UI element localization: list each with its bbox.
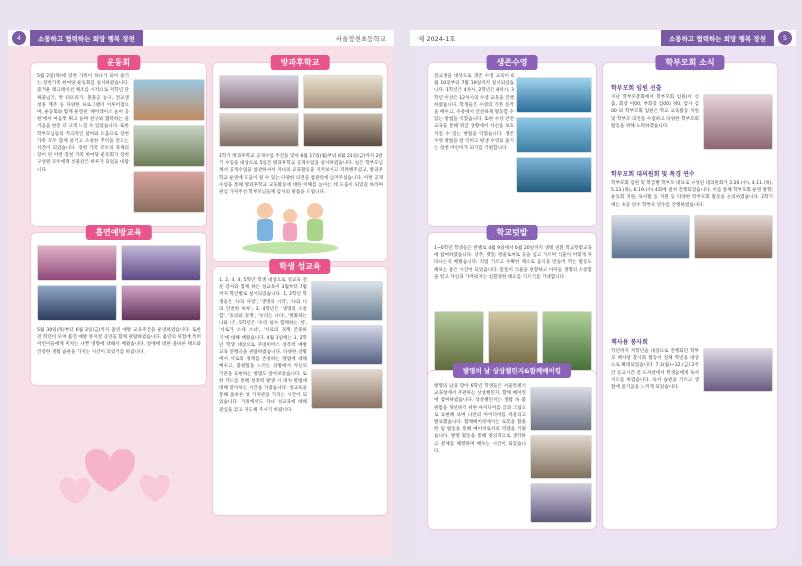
farm-photo-3: [542, 311, 592, 371]
invent-photo-2: [530, 435, 592, 479]
invent-body: 발명의 날을 맞아 6학년 학생들은 서울특별시교육청에서 주관하는 상상챌린지, 함께 메이킹에 참여하였습니다. 상상챌린지는 생활 속 불편함을 개선하기 위한 아이디어를 글과 그림으로 표현해 보며 나만의 아이디어를 떠올리고 발표했습니다. 함께메이킹에서는 로봇을 활용한 팀 활동을 통해 메이커로서의 역량을 키웠습니다. 발명 활동을 통해 창의적으로 생각하고 문제를 해결하며 배우는 시간이 되었습니다.: [434, 384, 526, 454]
sports-photo-1: [133, 79, 205, 121]
sports-photo-2: [133, 125, 205, 167]
prevention-body: 5월 30일(목)부터 6월 2일(금)까지 흡연 예방 교육주간을 운영하였습니다. 또한 전 학년이 모여 흡연 예방 뮤지컬 공연을 함께 관람하였습니다. 흡연의 위험에 특히 어린이들에게 미치는 나쁜 영향에 대해서 배웠습니다. 앞에에 대한 올바른 태도와 건강한 생활 습관을 가지는 시간이 되었기를 바랍니다.: [37, 328, 201, 355]
right-header: [410, 30, 796, 46]
parents-news-body: 학부모회 임원 및 학급별 학부모 대표로 구성된 대의원회가 3.20.(수), 4.11.(목), 5.23.(목), 6.19.(수) 4회에 걸쳐 진행되었습니다. 이를 통해 학부모회 운영 방향, 운동회 지원, 독서활 동 지원 등 다양한 학부모회 활동을 논의하였습니다. 2학기에는 초등 연수 학부모 연수를 진행하였습니다.: [611, 181, 773, 208]
invent-title: 발명의 날 상상챌린지&함께메이킹: [453, 363, 571, 378]
sports-photo-3: [133, 171, 205, 213]
afterschool-body: 1학기 방과후학교 공개수업 주간을 맞아 6월 17일(월)부터 6월 21일(금)까지 2분기 수업을 대상으로 5일간 방과후학교 공개수업을 실시하였습니다. 일은 학부모님께서 공개수업을 참관하셔서 자녀의 교육활동을 지켜보시고 격려해주셨고, 방과후학교 운영에 도움이 될 수 있는 다양한 의견을 참관록에 남겨주셨습니다. 이번 공개수업을 통해 방과후학교 교육활동에 대한 이해를 높이는 데 도움이 되었길 바라며 관심 가져주신 학부모님들께 감사의 말씀을 드립니다.: [219, 154, 383, 196]
swim-card: [427, 58, 597, 227]
parents-news-3: [611, 335, 773, 392]
gender-card: [212, 262, 388, 516]
swim-photo-1: [516, 77, 592, 113]
prevention-photo-3: [37, 285, 117, 321]
farm-photo-2: [488, 311, 538, 371]
sports-title: 운동회: [97, 55, 140, 70]
parents-title: 학부모회 소식: [655, 55, 724, 70]
parents-news-heading: 학부모회 대의원회 및 폭경 연수: [611, 171, 695, 178]
gender-title: 학생 성교육: [269, 259, 330, 274]
farm-photo-1: [434, 311, 484, 371]
swim-title: 생존수영: [487, 55, 538, 70]
left-header: [8, 30, 394, 46]
invent-photo-1: [530, 387, 592, 431]
page-number-right: 5: [778, 31, 792, 45]
gender-photo-2: [311, 325, 383, 365]
right-ribbon: 소통하고 협력하는 희망 행복 장천: [661, 30, 774, 46]
swim-photo-3: [516, 157, 592, 193]
issue-number: 제 2024-1호: [418, 34, 456, 43]
parents-photo-1: [703, 94, 773, 150]
gender-photo-1: [311, 281, 383, 321]
prevention-photo-2: [121, 245, 201, 281]
parents-news-heading: 책사용 봉사회: [611, 339, 648, 346]
afterschool-title: 방과후학교: [271, 55, 330, 70]
family-illustration: [240, 186, 340, 256]
farm-body: 1~6학년 학생들은 반별로 4월 9일에서 6월 20일까지 생태 친환 학교텃밭교육에 참여하였습니다. 상추, 깻잎, 방울토마토 등을 심고 기르며 식물이 어떻게 자라나는지 배웠습니다. 직접 기르고 수확한 채소로 음식을 만들어 먹는 활동도 해보는 좋은 시간이 되었습니다. 틈틈이 식물을 관찰하고 아이들 생명의 소중함을 알고 자연과 가까워지는 친환경한 태도를 기르기를 기대합니다.: [434, 246, 592, 280]
afterschool-photo-3: [219, 113, 299, 147]
parents-news-heading: 학부모회 임원 선출: [611, 85, 662, 92]
parents-card: [602, 58, 778, 530]
parents-photo-4: [703, 348, 773, 392]
invent-photo-3: [530, 483, 592, 523]
parents-news-body: 작년까지 저학년을 대상으로 진행되던 학부모 책사랑 봉사회 활동이 전체 학년을 대상으로 확대되었습니다. 7.1(월)~12.(금) 2주간 등교시간 전 도서관에서 학생들에게 독서 지도를 하였습니다. 독서 습관을 기르고 생활에 즐거움을 느끼게 되었습니다.: [611, 349, 699, 391]
hearts-decoration: [40, 430, 190, 510]
invent-card: [427, 367, 597, 530]
school-name: 서울장천초등학교: [335, 34, 386, 43]
swim-photo-2: [516, 117, 592, 153]
parents-news-body: 지난 학부모총회에서 학부모회 임원(이 선출, 회장 이00, 부회장 김00) 정0, 감사 김00 외 학부모회 임원은 학교 교육활동 지원 및 학부모 의견을 수렴하고 다양한 학부모회 활동을 위해 노력하겠습니다.: [611, 95, 699, 129]
farm-card: [427, 228, 597, 382]
prevention-photo-4: [121, 285, 201, 321]
parents-photo-2: [611, 215, 690, 259]
swim-body: 전교생을 대상으로 생존 수영 교육이 6월 10일부터 7월 19일까지 실시되었습니다. 1학년은 4차시, 2학년은 8차시, 3학년 이상은 12차시의 수영 교육을 진행하였습니다. 학생들은 수영의 기본 동작을 배우고, 수중에서 안전하게 활동할 수 있는 방법을 익혔습니다. 또한 수상 안전교육을 통해 위급 상황에서 자신을 보호 지킬 수 있는 방법을 익혔습니다. 생존 수영 방법을 잘 익히고 평생 수영을 즐기는 장천 어린이가 되기를 기원합니다.: [434, 74, 514, 152]
parents-news-2: [611, 167, 773, 259]
sports-card: [30, 58, 207, 227]
parents-news-1: [611, 81, 773, 150]
gender-body: 1, 2, 3, 4, 5학년 학생 대상으로 성교육 전문 강사와 함께 하는 성교육이 3월부터 7월까지 학년별로 실시되었습니다. 1, 2학년 학생들은 '나의 사랑', '생명의 시작', '나와 너의 안전한 하루', 3, 4학년은 '생명의 소중함', '동의와 경계', '우리는 나다', '변화하는 나와 너', 5학년은 '우리 실수 함께하는 성', '서로가 소세 소녀', '서로의 경계 존중하기'에 대해 배웠습니다. 4월 3일에는 1, 2학년 학생 대상으로 꾸네미어스 성폭력 예방 교육 연행극을 관람하였습니다. 다양한 상황에서 서로의 경계를 존중하는 방법에 대해 배우고, 불편함을 느끼는 상황에서 자신의 기분을 표현하는 방법도 알아보았습니다. 또한 카드를 통해 성폭력 발생 시 대처 방법에 대해 알아보는 시간을 가졌습니다. 성교육을 통해 올바른 성 가치관을 가지는 시간이 되었습니다. 가정에서도 자녀 성교육에 대해 관심을 갖고 지도해 주시기 바랍니다.: [219, 278, 307, 413]
family-icon: [240, 186, 340, 256]
gender-photo-3: [311, 369, 383, 409]
sports-body: 5월 2일(목)에 장천 가족이 하나가 되어 즐기는 장천가족 한마당 운동회를 실시하였습니다. 즐거운 레크레이션 체조를 시작으로 저학년 단체줄넘기, 박 터뜨리기, 볼풀공 농구, 전교생 청홍 계주 등 다양한 프로그램이 이루어졌으며, 운동회와 함께 운영된 '페어레이스 놀이 공원'에서 마음껏 뛰고 놀며 친구와 협력하는 즐거움을 한층 더 크게 느낄 수 있었습니다. 또한 학부모님들의 적극적인 참여와 도움으로 장천 가족 모두 함께 즐기고 소중한 추억을 만드는 시간이 되었습니다. 장천 가족 모두의 축제의 장이 된 이번 장천 가족 한마당 운동회가 장천 구성원 모두에게 선물같은 하루가 되었을 바랍니다.: [37, 74, 129, 173]
prevention-title: 흡연예방교육: [85, 225, 151, 240]
prevention-photo-1: [37, 245, 117, 281]
farm-title: 학교텃밭: [487, 225, 538, 240]
prevention-card: [30, 228, 207, 386]
parents-photo-3: [694, 215, 773, 259]
afterschool-photo-1: [219, 75, 299, 109]
afterschool-photo-4: [303, 113, 383, 147]
page-number-left: 4: [12, 31, 26, 45]
afterschool-photo-2: [303, 75, 383, 109]
heart-icon: [40, 430, 190, 510]
left-ribbon: 소통하고 협력하는 희망 행복 장천: [30, 30, 143, 46]
